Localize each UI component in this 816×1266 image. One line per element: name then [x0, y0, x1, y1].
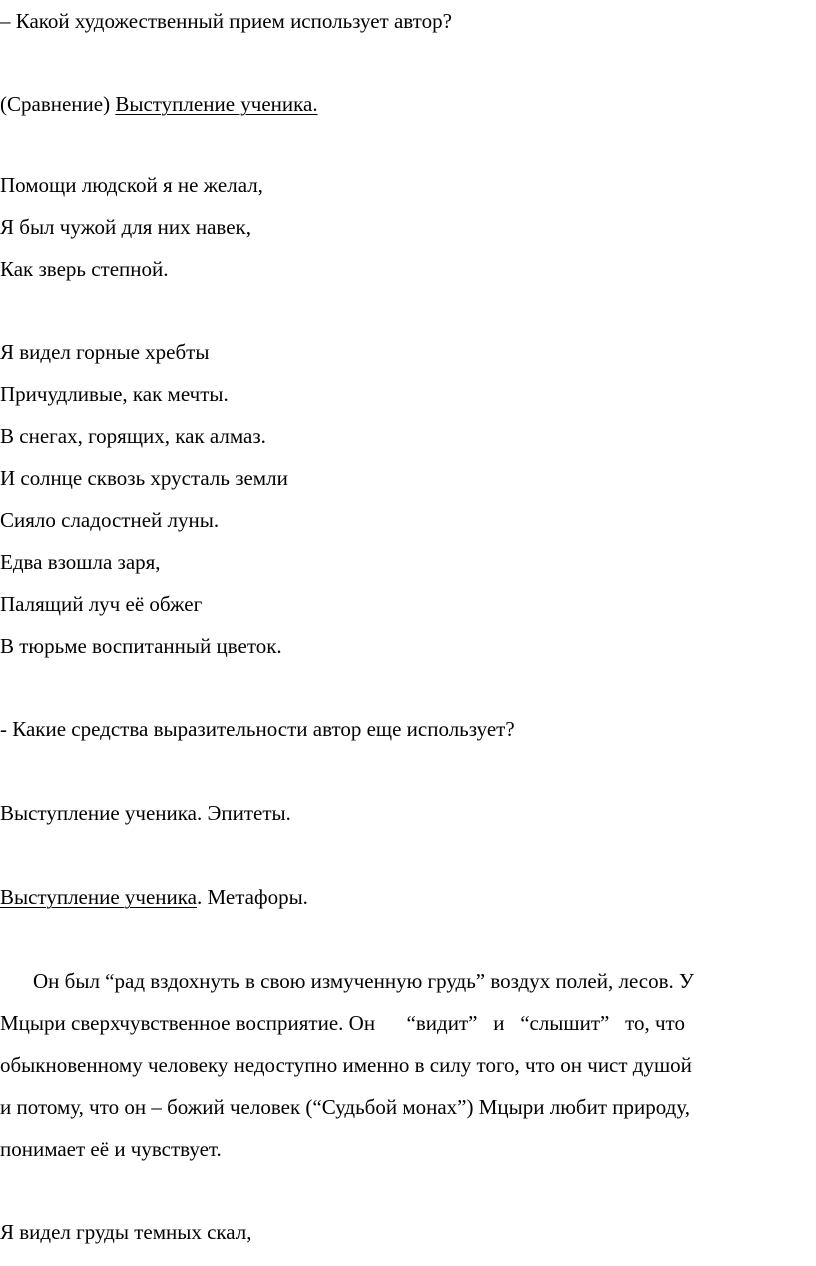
answer-1-label: (Сравнение): [0, 92, 116, 116]
stanza-2-line: Сияло сладостней луны.: [0, 508, 220, 532]
metaphors-label: . Метафоры.: [197, 885, 308, 909]
stanza-2-line: Палящий луч её обжег: [0, 592, 203, 616]
answer-1: [0, 91, 318, 117]
stanza-2-line: В тюрьме воспитанный цветок.: [0, 634, 282, 658]
stanza-2-line: Я видел горные хребты: [0, 340, 210, 364]
stanza-2-line: И солнце сквозь хрусталь земли: [0, 466, 288, 490]
stanza-1-line: Как зверь степной.: [0, 257, 169, 281]
paragraph-line: обыкновенному человеку недоступно именно в силу того, что он чист душой: [0, 1053, 692, 1077]
paragraph-line: и потому, что он – божий человек (“Судьбой монах”) Мцыри любит природу,: [0, 1095, 690, 1119]
metaphors-line: [0, 884, 308, 910]
paragraph-line: Он был “рад вздохнуть в свою измученную грудь” воздух полей, лесов. У: [33, 969, 694, 993]
last-poem-line: Я видел груды темных скал,: [0, 1220, 252, 1244]
question-1: – Какой художественный прием использует автор?: [0, 9, 452, 33]
metaphors-student-speech: Выступление ученика: [0, 885, 197, 909]
paragraph-line: понимает её и чувствует.: [0, 1137, 222, 1161]
stanza-2-line: В снегах, горящих, как алмаз.: [0, 424, 266, 448]
stanza-1-line: Я был чужой для них навек,: [0, 215, 251, 239]
question-2: - Какие средства выразительности автор еще использует?: [0, 717, 515, 741]
answer-1-student-speech: Выступление ученика.: [115, 92, 318, 116]
stanza-1-line: Помощи людской я не желал,: [0, 173, 263, 197]
stanza-2-line: Едва взошла заря,: [0, 550, 161, 574]
paragraph-line: Мцыри сверхчувственное восприятие. Он “видит” и “слышит” то, что: [0, 1011, 685, 1035]
epithets-line: Выступление ученика. Эпитеты.: [0, 801, 291, 825]
stanza-2-line: Причудливые, как мечты.: [0, 382, 229, 406]
